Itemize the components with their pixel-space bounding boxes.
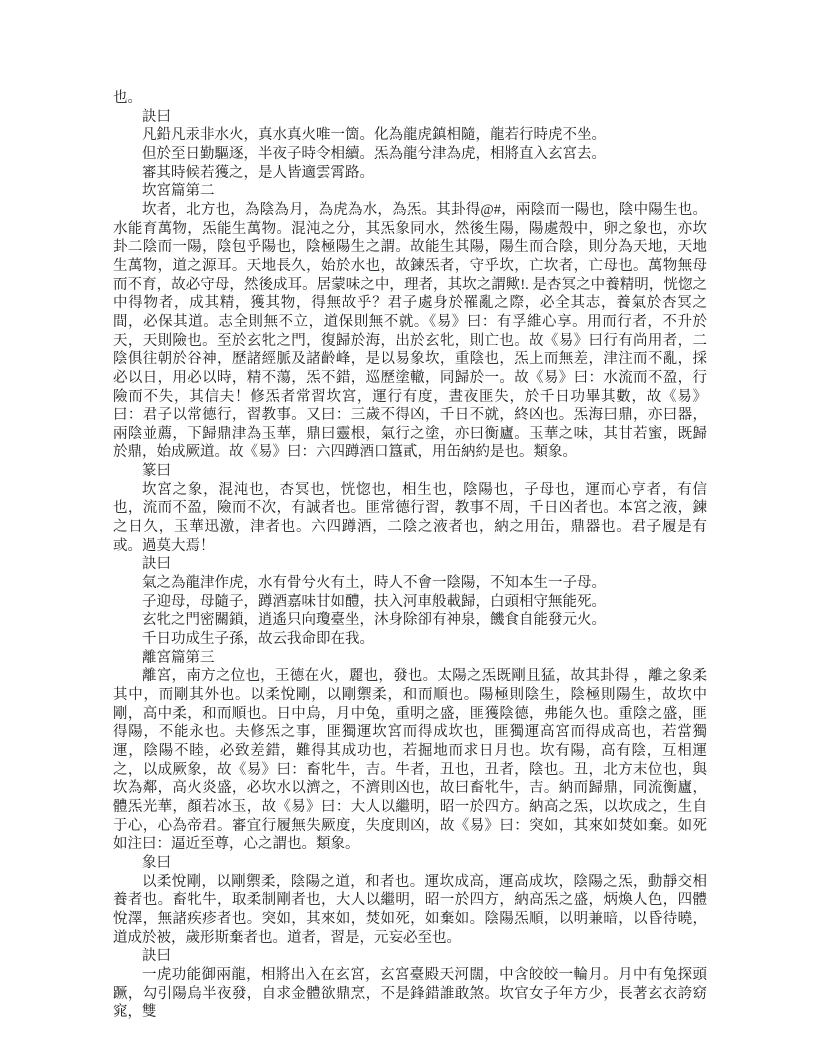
verse-line: 審其時候若獲之，是人皆適雲霄路。: [142, 164, 374, 181]
paragraph-continuation: 也。: [113, 90, 142, 106]
text-block: [113, 89, 707, 1022]
verse-line: 千日功成生子孫，故云我命即在我。: [142, 631, 374, 648]
section-heading: 離宮篇第三: [142, 649, 215, 666]
section-label: 訣曰: [142, 108, 171, 125]
paragraph: 以柔悅剛，以剛禦柔，陰陽之道，和者也。運坎成高，運高成坎，陰陽之炁，動靜交相養者也。畜牝牛，取柔制剛者也，大人以繼明，昭一於四方，納高炁之盛，炳煥人色，四體悅澤，無諸疾疹者也。突如，其來如，焚如死，如棄如。陰陽炁順，以明兼暗，以昏待曉，道成於被，歲形斯棄者也。道者，習是，元妄必至也。: [113, 873, 707, 946]
verse-line: 玄牝之門密關鎖，逍遙只向瓊臺坐，沐身除卻有神泉，饑食自能發元火。: [142, 612, 606, 629]
paragraph: 坎者，北方也，為陰為月，為虎為水，為炁。其卦得@#，兩陰而一陽也，陰中陽生也。水能育萬物，炁能生萬物。混沌之分，其炁象同水，然後生陽，陽處殼中，卵之象也，亦坎卦二陰而一陽，陰包乎陽也，陰極陽生之謂。故能生其陽，陽生而合陰，則分為天地，天地生萬物，道之源耳。天地長久，始於水也，故鍊炁者，守乎坎，亡坎者，亡母也。萬物無母而不育，故必守母，然後成耳。居蒙味之中，理者，其坎之謂歟!. 是杏冥之中養精明，恍惚之中得物者，成其精，獲其物，得無故乎？君子處身於罹亂之際，必全其志，養氣於杏冥之間，必保其道。志全則無不立，道保則無不就。《易》曰：有孚維心享。用而行者，不升於天，天則險也。至於玄牝之門，復歸於海，出於玄牝，則亡也。故《易》曰行有尚用者，二陰俱往朝於谷神，歷諸經脈及諸齡峰，是以易象坎，重陰也，炁上而無差，津注而不亂，採必以日，用必以時，精不蕩，炁不錯，巡歷塗轍，同歸於一。故《易》曰：水流而不盈，行險而不失，其信夫！修炁者常習坎宮，運行有度，晝夜匪失，於千日功畢其數，故《易》曰：君子以常德行，習教事。又曰：三歲不得凶，千日不就，終凶也。炁海曰鼎，亦曰器，兩陰並薦，下歸鼎津為玉華，鼎曰靈根，氣行之塗，亦曰衡廬。玉華之味，其甘若蜜，既歸於鼎，始成厥道。故《易》曰：六四蹲酒口簋貳，用缶納約是也。類象。: [113, 201, 707, 461]
paragraph: 坎宮之象，混沌也，杏冥也，恍惚也，相生也，陰陽也，子母也，運而心亨者，有信也，流而不盈，險而不次，有誠者也。匪常德行習，教事不周，千日凶者也。本宮之液，鍊之日久，玉華迅激，津者也。六四蹲酒，二陰之液者也，納之用缶，鼎器也。君子履是有或。過莫大焉！: [113, 481, 707, 554]
section-label: 象曰: [142, 854, 171, 871]
verse-line: 氣之為龍津作虎，水有骨兮火有土，時人不會一陰陽，不知本生一子母。: [142, 575, 606, 592]
verse-line: 但於至日勤驅逐，半夜子時令相續。炁為龍兮津為虎，相將直入玄宮去。: [142, 145, 606, 162]
verse-line: 子迎母，母隨子，蹲酒嘉味甘如醴，扶入河車般載歸，白頭相守無能死。: [142, 593, 606, 610]
section-label: 訣曰: [142, 948, 171, 965]
section-label: 訣曰: [142, 556, 171, 573]
paragraph: 離宮，南方之位也，王德在火，麗也，發也。太陽之炁既剛且猛，故其卦得 ，離之象柔其中，而剛其外也。以柔悅剛，以剛禦柔，和而順也。陽極則陰生，陰極則陽生，故坎中剛，高中柔，和而順也。日中烏，月中兔，重明之盛，匪獲陰德，弗能久也。重陰之盛，匪得陽，不能永也。夫修炁之事，匪獨運坎宮而得成坎也，匪獨運高宮而得成高也，若當獨運，陰陽不睦，必致差錯，難得其成功也，若掘地而求日月也。坎有陽，高有陰，互相運之，以成厥象，故《易》曰：畜牝牛，吉。牛者，丑也，丑者，陰也。丑，北方末位也，與坎為鄰，高火炎盛，必坎水以濟之，不濟則凶也，故曰畜牝牛，吉。納而歸鼎，同流衡廬，體炁光華，顏若冰玉，故《易》曰：大人以繼明，昭一於四方。納高之炁，以坎成之，生自于心，心為帝君。審宜行履無失厥度，失度則凶，故《易》曰：突如，其來如焚如棄。如死如注曰：逼近至尊，心之謂也。類象。: [113, 668, 707, 853]
verse-line: 凡鉛凡汞非水火，真水真火唯一箇。化為龍虎鎮相隨，龍若行時虎不坐。: [142, 127, 606, 144]
paragraph: 一虎功能御兩龍，相將出入在玄宮，玄宮臺殿天河闊，中含皎皎一輪月。月中有兔探頭蹶，勾引陽烏半夜發，自求金體欲鼎烹，不是鋒錯誰敢煞。坎官女子年方少，長著玄衣誇窈窕，雙: [113, 966, 707, 1021]
section-heading: 坎宮篇第二: [142, 183, 215, 200]
section-label: 篆曰: [142, 463, 171, 480]
